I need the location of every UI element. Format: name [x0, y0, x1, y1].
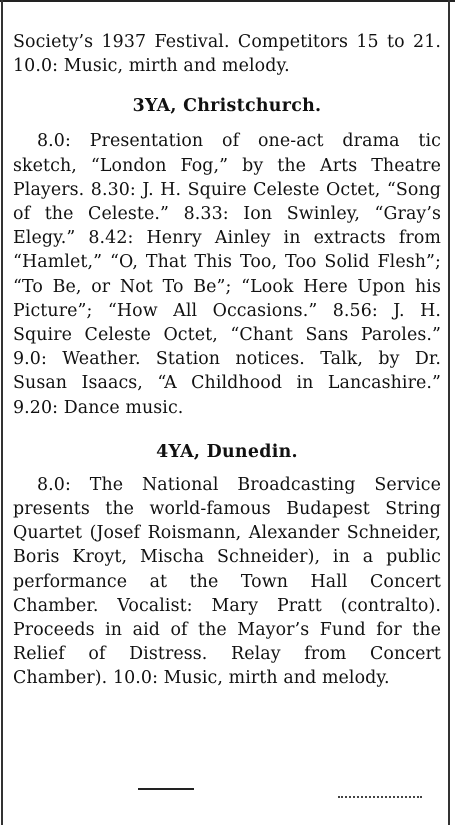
section-body-dunedin: 8.0: The National Broadcasting Service presents the world-famous Budapest String Quartet (Josef Roismann, Alexander Schneider, Boris Kroyt, Mischa Schneider), in a public performance at the Town Hall Concert Chamber. Vocalist: Mary Pratt (contralto). Proceeds in aid of the Mayor’s Fund for the Relief of Distress. Relay from Concert Chamber). 10.0: Music, mirth and melody.: [13, 474, 441, 689]
top-rule: [0, 0, 455, 2]
section-body-christchurch: 8.0: Presentation of one-act drama tic sketch, “London Fog,” by the Arts Theatre Players. 8.30: J. H. Squire Celeste Octet, “Song of the Celeste.” 8.33: Ion Swinley, “Gray’s Elegy.” 8.42: Henry Ainley in extracts from “Hamlet,” “O, That This Too, Too Solid Flesh”; “To Be, or Not To Be”; “Look Here Upon his Picture”; “How All Occasions.” 8.56: J. H. Squire Celeste Octet, “Chant Sans Paroles.” 9.0: Weather. Station notices. Talk, by Dr. Susan Isaacs, “A Childhood in Lancashire.” 9.20: Dance music.: [13, 131, 441, 418]
dotted-rule: [338, 796, 422, 798]
intro-paragraph: Society’s 1937 Festival. Competitors 15 to 21. 10.0: Music, mirth and melody.: [13, 32, 441, 77]
section-heading-christchurch: 3YA, Christchurch.: [132, 96, 322, 117]
end-rule: [138, 788, 194, 790]
section-heading-dunedin: 4YA, Dunedin.: [156, 441, 298, 462]
left-column-border: [1, 0, 3, 825]
right-column-border: [448, 0, 450, 825]
newspaper-column: [13, 30, 441, 691]
